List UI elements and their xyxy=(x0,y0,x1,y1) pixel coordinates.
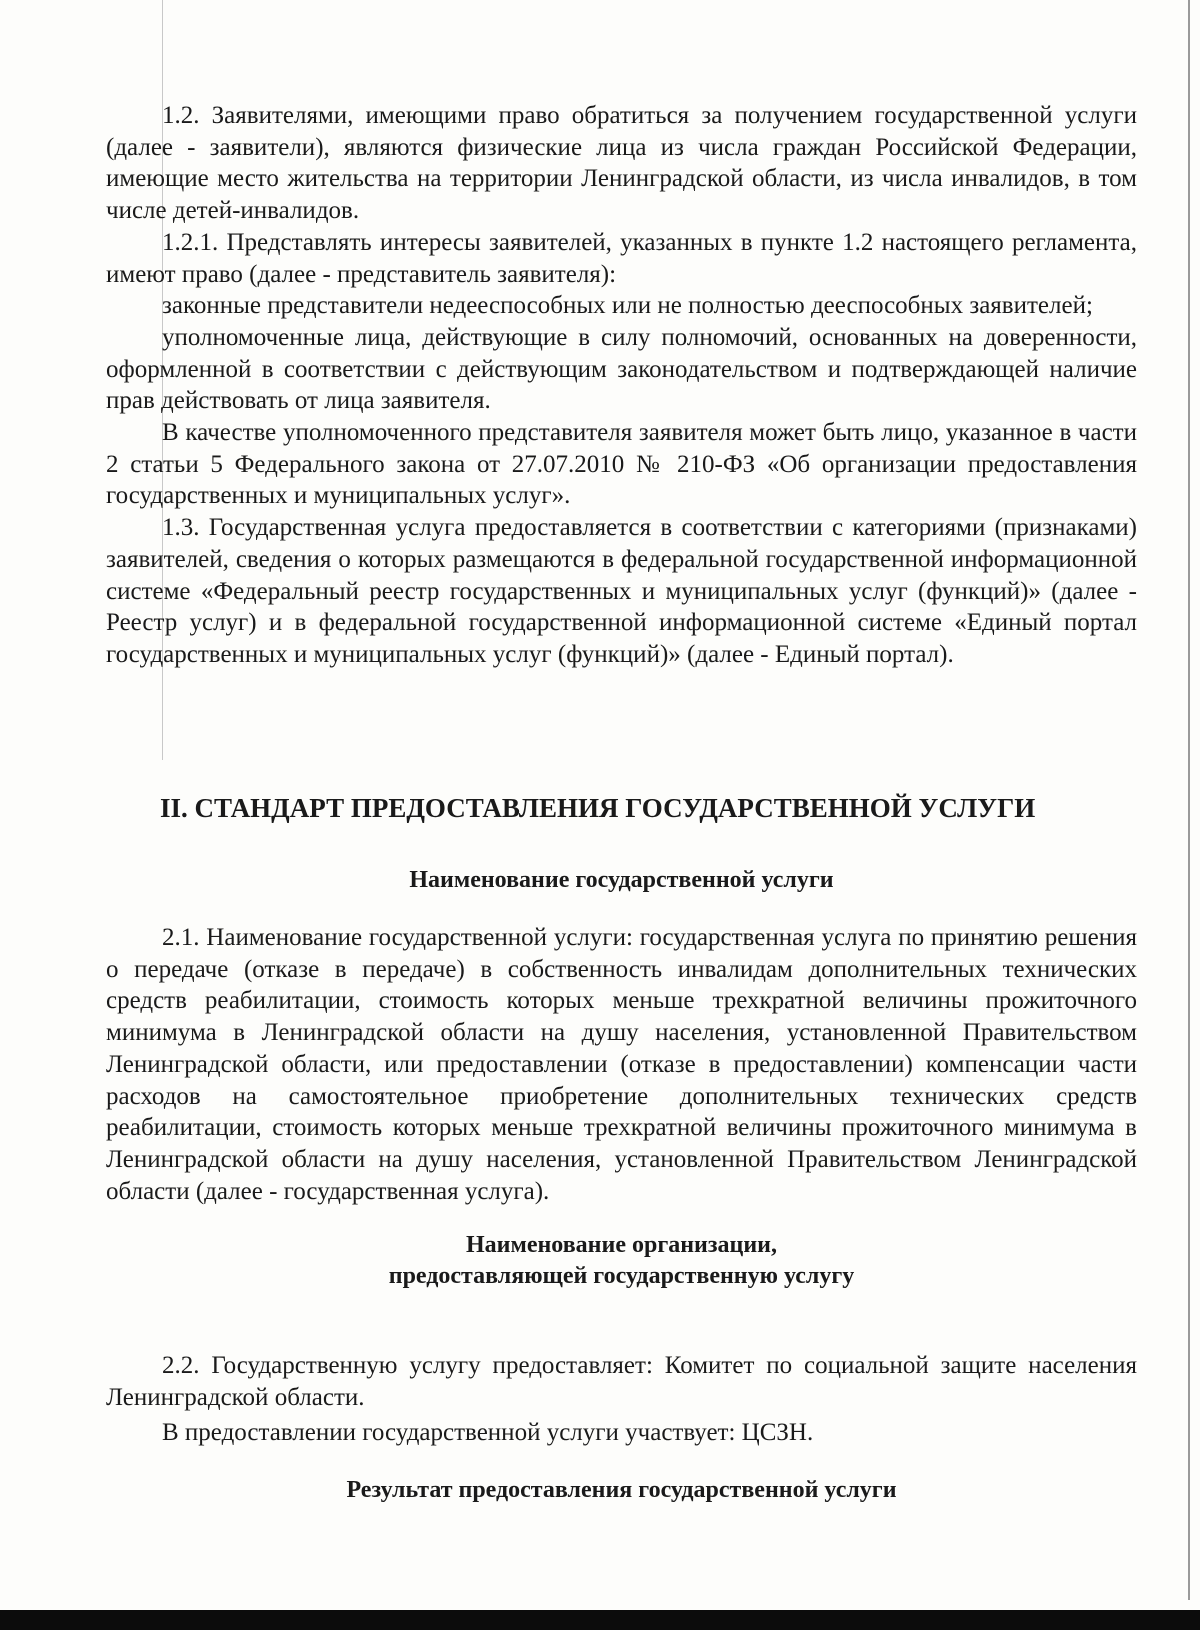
paragraph-1-3: 1.3. Государственная услуга предоставляется в соответствии с категориями (признаками) заявителей, сведения о которых размещаются в федеральной государственной информационной системе «Федеральный реестр государственных и муниципальных услуг (функций)» (далее - Реестр услуг) и в федеральной государственной информационной системе «Единый портал государственных и муниципальных услуг (функций)» (далее - Единый портал). xyxy=(106,514,1137,668)
scan-bottom-edge xyxy=(0,1610,1200,1630)
subheading-organization xyxy=(106,1230,1137,1292)
paragraph-1-2-1: 1.2.1. Представлять интересы заявителей, указанных в пункте 1.2 настоящего регламента, имеют право (далее - представитель заявителя): xyxy=(106,228,1137,288)
paragraph-1-2: 1.2. Заявителями, имеющими право обратиться за получением государственной услуги (далее - заявители), являются физические лица из числа граждан Российской Федерации, имеющие место жительства на территории Ленинградской области, из числа инвалидов, в том числе детей-инвалидов. xyxy=(106,102,1137,225)
scan-edge-line xyxy=(1188,0,1190,1600)
clause-2-1-block xyxy=(106,922,1137,1207)
subheading-service-name: Наименование государственной услуги xyxy=(409,867,834,893)
section-heading: II. СТАНДАРТ ПРЕДОСТАВЛЕНИЯ ГОСУДАРСТВЕННОЙ УСЛУГИ xyxy=(160,793,1036,823)
paragraph-2-1: 2.1. Наименование государственной услуги: государственная услуга по принятию решения о передаче (отказе в передаче) в собственность инвалидам дополнительных технических средств реабилитации, стоимость которых меньше трехкратной величины прожиточного минимума в Ленинградской области на душу населения, установленной Правительством Ленинградской области, или предоставлении (отказе в предоставлении) компенсации части расходов на самостоятельное приобретение дополнительных технических средств реабилитации, стоимость которых меньше трехкратной величины прожиточного минимума в Ленинградской области на душу населения, установленной Правительством Ленинградской области (далее - государственная услуга). xyxy=(106,924,1137,1205)
paragraph-2-2: 2.2. Государственную услугу предоставляет: Комитет по социальной защите населения Ленинградской области. xyxy=(106,1352,1137,1411)
subheading-organization-line2: предоставляющей государственную услугу xyxy=(388,1263,855,1289)
paragraph-legal-representatives: законные представители недееспособных или не полностью дееспособных заявителей; xyxy=(162,292,1093,320)
subheading-result: Результат предоставления государственной услуги xyxy=(346,1477,897,1503)
section1-block xyxy=(106,100,1137,671)
clause-2-2-block xyxy=(106,1350,1137,1449)
paragraph-authorized-persons: уполномоченные лица, действующие в силу полномочий, основанных на доверенности, оформленной в соответствии с действующим законодательством и подтверждающей наличие прав действовать от лица заявителя. xyxy=(106,323,1137,415)
paragraph-participant: В предоставлении государственной услуги участвует: ЦСЗН. xyxy=(162,1419,814,1447)
paragraph-representative-quality: В качестве уполномоченного представителя заявителя может быть лицо, указанное в части 2 статьи 5 Федерального закона от 27.07.2010 № 210-ФЗ «Об организации предоставления государственных и муниципальных услуг». xyxy=(106,419,1137,510)
subheading-organization-line1: Наименование организации, xyxy=(465,1232,778,1258)
